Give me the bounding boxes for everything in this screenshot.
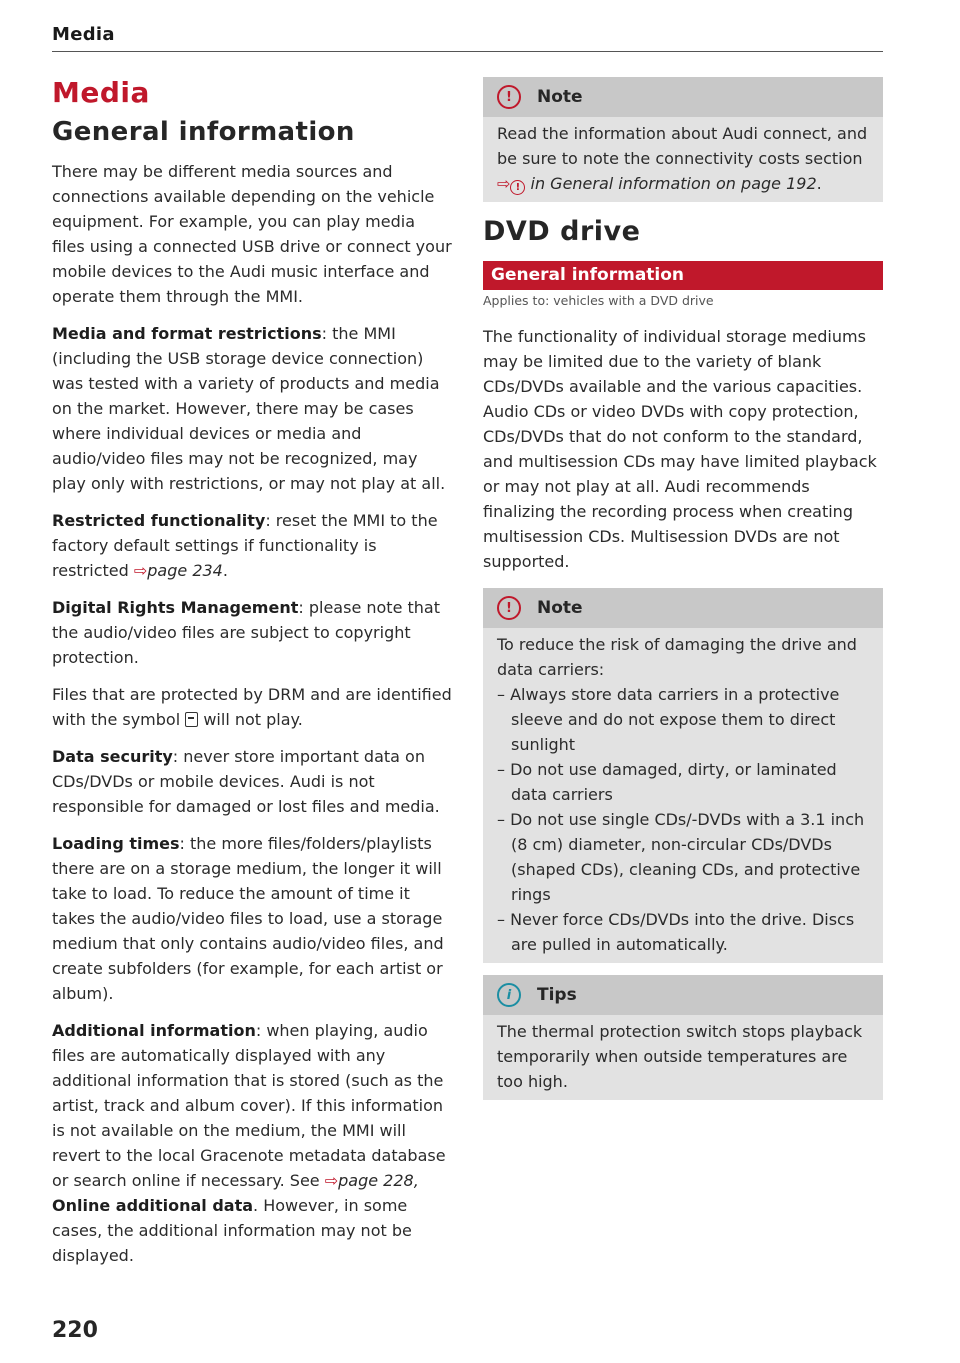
- drm-label: Digital Rights Management: [52, 598, 299, 617]
- drm-files-end: will not play.: [198, 710, 303, 729]
- arrow-icon: ⇨: [497, 174, 511, 193]
- right-column: [483, 77, 883, 1112]
- warning-icon: !: [497, 85, 521, 109]
- drm-lock-icon: [185, 712, 198, 727]
- page-228-link[interactable]: page 228,: [338, 1171, 419, 1190]
- online-additional-data-ref: Online additional data: [52, 1196, 254, 1215]
- media-format-paragraph: [52, 321, 452, 496]
- arrow-icon: ⇨: [324, 1171, 339, 1190]
- applies-to: Applies to: vehicles with a DVD drive: [483, 293, 714, 308]
- media-format-label: Media and format restrictions: [52, 324, 322, 343]
- additional-text: : when playing, audio files are automatically displayed with any additional information that is stored (such as the artist, track and album cover). If this information is not available on the medium, the MMI will revert to the local Gracenote metadata database or search online if necessary. See: [52, 1021, 446, 1190]
- note-body: [483, 117, 883, 202]
- section-title: General information: [52, 117, 355, 147]
- list-item: – Always store data carriers in a protective sleeve and do not expose them to direct sunlight: [497, 682, 869, 757]
- restricted-text: : reset the MMI to the factory default settings if functionality is restricted: [52, 511, 438, 580]
- list-item: – Do not use damaged, dirty, or laminated data carriers: [497, 757, 869, 807]
- header-rule: [52, 51, 883, 52]
- loading-text: : the more files/folders/playlists there are on a storage medium, the longer it will take to load. To reduce the amount of time it takes the audio/video files to load, use a storage medium that only contains audio/video files, and create subfolders (for example, for each artist or album).: [52, 834, 444, 1003]
- warning-icon: !: [497, 596, 521, 620]
- tips-box: [483, 975, 883, 1100]
- dvd-paragraph: The functionality of individual storage mediums may be limited due to the variety of blank CDs/DVDs available and the various capacities. Audio CDs or video DVDs with copy protection, CDs/DVDs that do not conform to the standard, and multisession CDs may have limited playback or may not play at all. Audi recommends finalizing the recording process when creating multisession CDs. Multisession DVDs are not supported.: [483, 327, 877, 571]
- restricted-end: .: [222, 561, 228, 580]
- note-header: [483, 588, 883, 628]
- note-box-audi-connect: [483, 77, 883, 202]
- drm-files-text: Files that are protected by DRM and are identified with the symbol: [52, 685, 452, 729]
- tips-header: [483, 975, 883, 1015]
- drm-text: : please note that the audio/video files are subject to copyright protection.: [52, 598, 440, 667]
- note-list: [497, 682, 869, 957]
- intro-paragraph: There may be different media sources and connections available depending on the vehicle equipment. For example, you can play media files using a connected USB drive or connect your mobile devices to the Audi music interface and operate them through the MMI.: [52, 162, 452, 306]
- note-end: .: [816, 174, 822, 193]
- list-item: – Never force CDs/DVDs into the drive. Discs are pulled in automatically.: [497, 907, 869, 957]
- left-column: [52, 70, 452, 1280]
- loading-label: Loading times: [52, 834, 180, 853]
- additional-label: Additional information: [52, 1021, 256, 1040]
- note-intro: To reduce the risk of damaging the drive and data carriers:: [497, 635, 857, 679]
- chapter-title: Media: [52, 76, 150, 109]
- page-192-link[interactable]: in General information on page 192: [525, 174, 817, 193]
- tips-text: The thermal protection switch stops playback temporarily when outside temperatures are too high.: [497, 1022, 863, 1091]
- additional-end: . However, in some cases, the additional information may not be displayed.: [52, 1196, 412, 1265]
- data-security-paragraph: [52, 744, 452, 819]
- note-text: [497, 121, 869, 196]
- additional-paragraph: [52, 1018, 452, 1268]
- restricted-label: Restricted functionality: [52, 511, 266, 530]
- note-header: [483, 77, 883, 117]
- note-title: Note: [537, 87, 583, 107]
- data-security-label: Data security: [52, 747, 173, 766]
- page-number: 220: [52, 1318, 98, 1343]
- note-body: [483, 628, 883, 963]
- note-box-dvd: [483, 588, 883, 963]
- restricted-paragraph: [52, 508, 452, 583]
- drm-files-paragraph: [52, 682, 452, 732]
- arrow-icon: ⇨: [133, 561, 148, 580]
- running-header: Media: [52, 24, 115, 45]
- page-234-link[interactable]: page 234: [147, 561, 223, 580]
- list-item: – Do not use single CDs/-DVDs with a 3.1 inch (8 cm) diameter, non-circular CDs/DVDs (shaped CDs), cleaning CDs, and protective rings: [497, 807, 869, 907]
- loading-paragraph: [52, 831, 452, 1006]
- note-title: Note: [537, 598, 583, 618]
- info-icon: i: [497, 983, 521, 1007]
- drm-paragraph: [52, 595, 452, 670]
- media-format-text: : the MMI (including the USB storage device connection) was tested with a variety of products and media on the market. However, there may be cases where individual devices or media and audio/video files may not be recognized, may play only with restrictions, or may not play at all.: [52, 324, 446, 493]
- warning-icon: !: [510, 180, 525, 195]
- tips-title: Tips: [537, 985, 577, 1005]
- tips-body: [483, 1015, 883, 1100]
- note-text-main: Read the information about Audi connect, and be sure to note the connectivity costs section: [497, 124, 868, 168]
- section-bar: General information: [483, 261, 883, 290]
- data-security-text: : never store important data on CDs/DVDs or mobile devices. Audi is not responsible for damaged or lost files and media.: [52, 747, 440, 816]
- dvd-drive-title: DVD drive: [483, 216, 641, 247]
